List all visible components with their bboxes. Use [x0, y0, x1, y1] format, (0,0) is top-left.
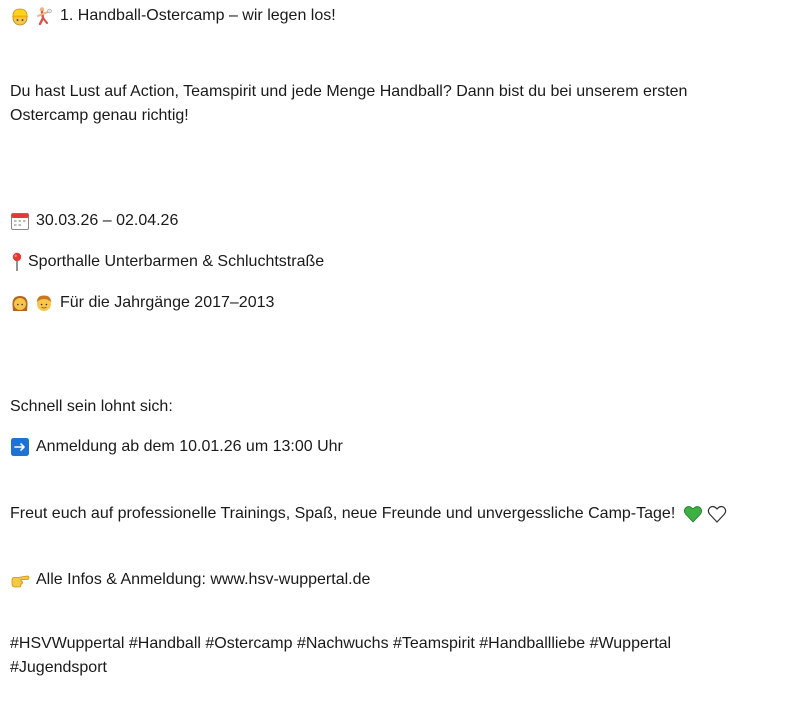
detail-date — [10, 210, 178, 232]
hurry-heading: Schnell sein lohnt sich: — [10, 398, 173, 415]
detail-location — [10, 251, 324, 273]
person-handball-icon — [34, 6, 54, 26]
info-text: Alle Infos & Anmeldung: www.hsv-wuppertal.de — [36, 571, 371, 588]
girl-icon — [10, 293, 30, 313]
hashtags-paragraph: #HSVWuppertal #Handball #Ostercamp #Nachwuchs #Teamspirit #Handballliebe #Wuppertal #Jugendsport — [10, 635, 672, 676]
intro-paragraph: Du hast Lust auf Action, Teamspirit und jede Menge Handball? Dann bist du bei unserem ersten Ostercamp genau richtig! — [10, 83, 688, 124]
registration-line — [10, 436, 343, 458]
boy-icon — [34, 293, 54, 313]
round-pushpin-icon — [10, 252, 24, 272]
pointing-hand-icon — [10, 570, 30, 590]
detail-ages — [10, 292, 274, 314]
detail-date-text: 30.03.26 – 02.04.26 — [36, 212, 179, 229]
detail-ages-text: Für die Jahrgänge 2017–2013 — [60, 294, 275, 311]
detail-location-text: Sporthalle Unterbarmen & Schluchtstraße — [28, 253, 325, 270]
green-heart-icon — [683, 504, 703, 524]
calendar-icon — [10, 211, 30, 231]
outro-text: Freut euch auf professionelle Trainings, Spaß, neue Freunde und unvergessliche Camp-Tage! — [10, 505, 676, 522]
post-title-text: 1. Handball-Ostercamp – wir legen los! — [60, 7, 336, 24]
white-heart-icon — [707, 504, 727, 524]
post-title — [10, 5, 336, 27]
outro-line — [10, 503, 727, 525]
info-line — [10, 569, 370, 591]
construction-worker-icon — [10, 6, 30, 26]
registration-text: Anmeldung ab dem 10.01.26 um 13:00 Uhr — [36, 438, 343, 455]
right-arrow-icon — [10, 437, 30, 457]
